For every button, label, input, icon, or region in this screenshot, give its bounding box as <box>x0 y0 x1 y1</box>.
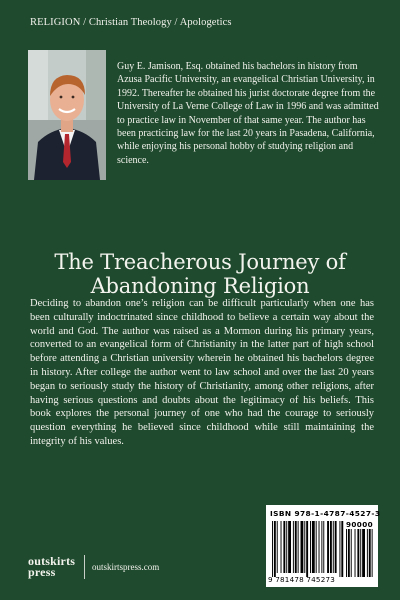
barcode-digits: 9 781478 745273 <box>268 575 336 584</box>
author-bio: Guy E. Jamison, Esq. obtained his bachelors in history from Azusa Pacific University, an evangelical Christian University, in 1992. Thereafter he obtained his jurist doctorate degree from the University of La Verne College of Law in 1996 and was admitted to practice law in November of that same year. The author has been practicing law for the last 20 years in Pasadena, California, while enjoying his personal hobby of studying religion and science. <box>117 61 379 166</box>
publisher-logo <box>28 556 75 578</box>
isbn-label: ISBN 978-1-4787-4527-3 <box>270 509 381 518</box>
book-title-line-2: Abandoning Religion <box>90 274 310 298</box>
publisher-logo-line-1: outskirts <box>28 554 76 568</box>
author-photo <box>28 50 106 180</box>
book-description: Deciding to abandon one’s religion can be difficult particularly when one has been culturally indoctrinated since childhood to believe a certain way about the world and God. The author was raised as a Mormon during his primary years, converted to an evangelical form of Christianity in the latter part of high school before attending a Christian university wherein he obtained his bachelors degree in history. After college the author went to law school and over the last 20 years began to seriously study the history of Christianity, among other religions, after having serious questions and doubts about the legitimacy of his beliefs. This book explores the personal journey of one who had the courage to seriously question everything he believed since childhood while still maintaining the integrity of his values. <box>30 298 374 447</box>
publisher-logo-line-2: press <box>28 565 56 579</box>
isbn-barcode <box>266 505 381 587</box>
book-title-line-1: The Treacherous Journey of <box>54 250 346 274</box>
publisher-url: outskirtspress.com <box>92 562 160 572</box>
book-title <box>0 250 400 298</box>
barcode-addon: 90000 <box>346 520 374 529</box>
logo-divider <box>84 555 85 579</box>
category-label: RELIGION / Christian Theology / Apologetics <box>30 17 232 28</box>
author-portrait-image <box>28 50 106 180</box>
